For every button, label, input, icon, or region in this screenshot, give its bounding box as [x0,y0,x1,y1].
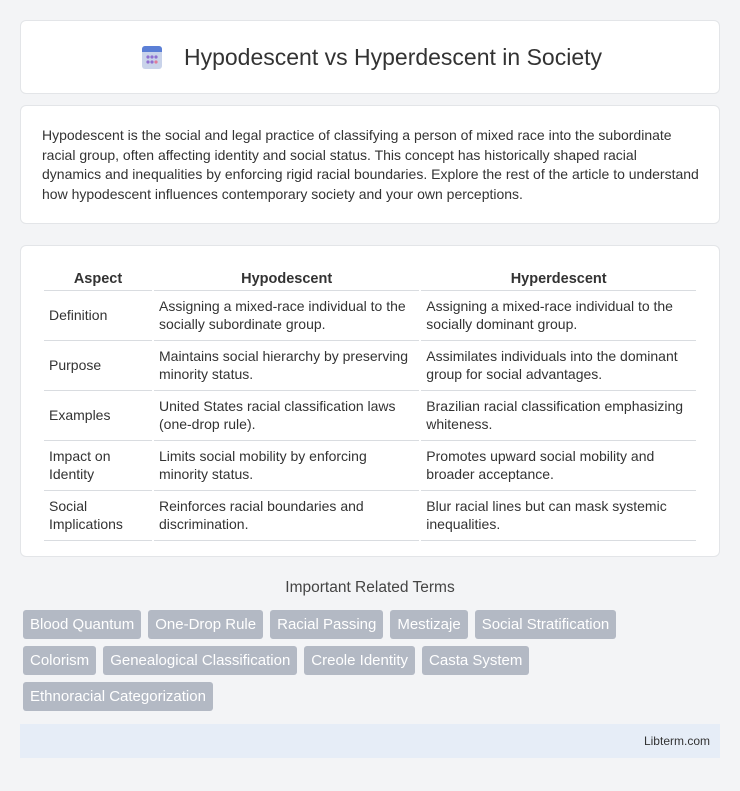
row-aspect: Examples [44,391,152,441]
footer [20,724,720,758]
related-terms-title: Important Related Terms [285,579,455,596]
header-aspect: Aspect [44,268,152,291]
row-hypodescent: United States racial classification laws (one-drop rule). [154,391,419,441]
tag-social-stratification[interactable]: Social Stratification [475,610,617,639]
tag-one-drop-rule[interactable]: One-Drop Rule [148,610,263,639]
table-row [44,291,696,341]
table-row [44,391,696,441]
table-row [44,491,696,541]
tag-creole-identity[interactable]: Creole Identity [304,646,415,675]
tag-genealogical-classification[interactable]: Genealogical Classification [103,646,297,675]
tag-mestizaje[interactable]: Mestizaje [390,610,467,639]
table-row [44,341,696,391]
row-hyperdescent: Assimilates individuals into the dominant group for social advantages. [421,341,696,391]
row-hypodescent: Assigning a mixed-race individual to the socially subordinate group. [154,291,419,341]
tag-colorism[interactable]: Colorism [23,646,96,675]
row-aspect: Social Implications [44,491,152,541]
row-hyperdescent: Promotes upward social mobility and broader acceptance. [421,441,696,491]
document-icon [138,43,166,71]
tag-racial-passing[interactable]: Racial Passing [270,610,383,639]
intro-card [20,105,720,224]
row-hypodescent: Reinforces racial boundaries and discrimination. [154,491,419,541]
row-aspect: Definition [44,291,152,341]
row-hypodescent: Maintains social hierarchy by preserving minority status. [154,341,419,391]
footer-site-link[interactable]: Libterm.com [643,734,710,748]
tag-blood-quantum[interactable]: Blood Quantum [23,610,141,639]
row-hyperdescent: Assigning a mixed-race individual to the socially dominant group. [421,291,696,341]
tag-ethnoracial-categorization[interactable]: Ethnoracial Categorization [23,682,213,711]
header-card [20,20,720,94]
comparison-card [20,245,720,557]
related-terms-list [20,610,670,711]
header-hypodescent: Hypodescent [154,268,419,291]
row-hyperdescent: Blur racial lines but can mask systemic inequalities. [421,491,696,541]
comparison-table [42,268,698,541]
row-aspect: Purpose [44,341,152,391]
table-header-row [44,268,696,291]
page-title: Hypodescent vs Hyperdescent in Society [183,43,603,70]
table-row [44,441,696,491]
row-hypodescent: Limits social mobility by enforcing minority status. [154,441,419,491]
header-hyperdescent: Hyperdescent [421,268,696,291]
tag-casta-system[interactable]: Casta System [422,646,529,675]
row-aspect: Impact on Identity [44,441,152,491]
row-hyperdescent: Brazilian racial classification emphasizing whiteness. [421,391,696,441]
related-terms-section [20,579,720,711]
intro-text: Hypodescent is the social and legal practice of classifying a person of mixed race into the subordinate racial group, often affecting identity and social status. This concept has historically shaped racial dynamics and inequalities by enforcing rigid racial boundaries. Explore the rest of the article to understand how hypodescent influences contemporary society and your own perceptions. [42,127,699,202]
